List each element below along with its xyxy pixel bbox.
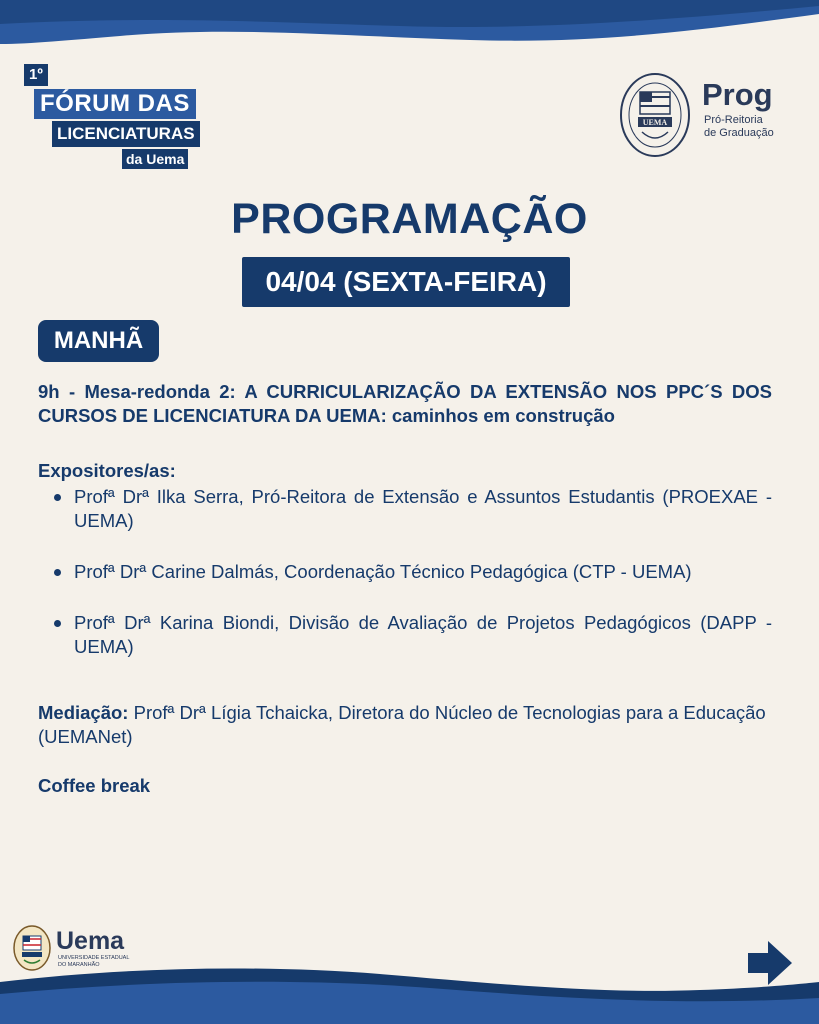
prog-logo — [618, 66, 798, 166]
period-badge: MANHÃ — [38, 320, 159, 362]
mediation — [38, 701, 772, 749]
session-title: 9h - Mesa-redonda 2: A CURRICULARIZAÇÃO DA EXTENSÃO NOS PPC´S DOS CURSOS DE LICENCIATURA DA UEMA: caminhos em construção — [38, 381, 772, 426]
prog-subtitle: Pró-Reitoria de Graduação — [704, 114, 774, 139]
speakers-label: Expositores/as: — [38, 460, 176, 481]
speaker-item: Profª Drª Carine Dalmás, Coordenação Técnico Pedagógica (CTP - UEMA) — [38, 560, 772, 584]
forum-title-line1: FÓRUM DAS — [34, 89, 196, 119]
forum-title-line3: da Uema — [122, 149, 188, 169]
bottom-wave-decoration — [0, 954, 819, 1024]
program-content — [38, 380, 772, 798]
mediation-text: Profª Drª Lígia Tchaicka, Diretora do Núcleo de Tecnologias para a Educação (UEMANet) — [38, 702, 766, 747]
forum-logo — [24, 64, 224, 174]
uema-seal-icon — [618, 70, 692, 160]
top-wave-decoration — [0, 0, 819, 60]
mediation-label: Mediação: — [38, 702, 129, 723]
date-badge: 04/04 (SEXTA-FEIRA) — [242, 257, 570, 307]
coffee-break: Coffee break — [38, 775, 151, 796]
uema-wordmark: Uema — [56, 927, 125, 955]
prog-title: Prog — [702, 77, 773, 112]
page-title: PROGRAMAÇÃO — [231, 195, 588, 243]
uema-subtitle: UNIVERSIDADE ESTADUAL DO MARANHÃO — [58, 955, 130, 968]
speaker-item: Profª Drª Ilka Serra, Pró-Reitora de Extensão e Assuntos Estudantis (PROEXAE - UEMA) — [38, 485, 772, 533]
forum-number: 1º — [24, 64, 48, 86]
speakers-list — [38, 485, 772, 659]
forum-title-line2: LICENCIATURAS — [52, 121, 200, 147]
speaker-item: Profª Drª Karina Biondi, Divisão de Avaliação de Projetos Pedagógicos (DAPP - UEMA) — [38, 611, 772, 659]
seal-text: UEMA — [642, 118, 668, 127]
